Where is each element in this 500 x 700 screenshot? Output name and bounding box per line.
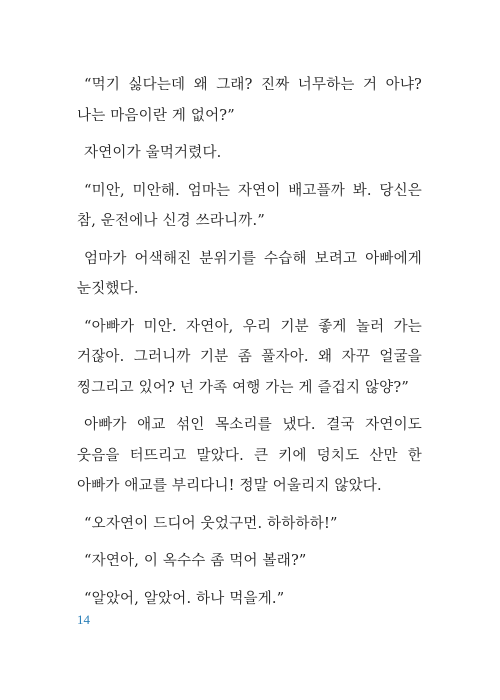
paragraph: “자연아, 이 옥수수 좀 먹어 볼래?” [84,553,307,569]
page-number: 14 [77,612,90,627]
paragraph: “오자연이 드디어 웃었구먼. 하하하하!” [84,515,338,532]
paragraph: “아빠가 미안. 자연아, 우리 기분 좋게 놀러 가는 거잖아. 그러니까 기분 좀 풀자아. 왜 자꾸 얼굴을 찡그리고 있어? 넌 가족 여행 가는 게 즐겁지 않양?” [77,318,422,396]
paragraph: 엄마가 어색해진 분위기를 수습해 보려고 아빠에게 눈짓했다. [77,250,422,297]
paragraph: “먹기 싫다는데 왜 그래? 진짜 너무하는 거 아냐? 나는 마음이란 게 없어?” [77,77,422,124]
paragraph: 아빠가 애교 섞인 목소리를 냈다. 결국 자연이도 웃음을 터뜨리고 말았다. 큰 키에 덩치도 산만 한 아빠가 애교를 부리다니! 정말 어울리지 않았다. [77,417,422,494]
paragraph: “알았어, 알았어. 하나 먹을게.” [84,590,285,607]
body-text [77,70,422,621]
paragraph: “미안, 미안해. 엄마는 자연이 배고플까 봐. 당신은 참, 운전에나 신경 쓰라니까.” [77,182,422,229]
paragraph: 자연이가 울먹거렸다. [84,145,222,161]
